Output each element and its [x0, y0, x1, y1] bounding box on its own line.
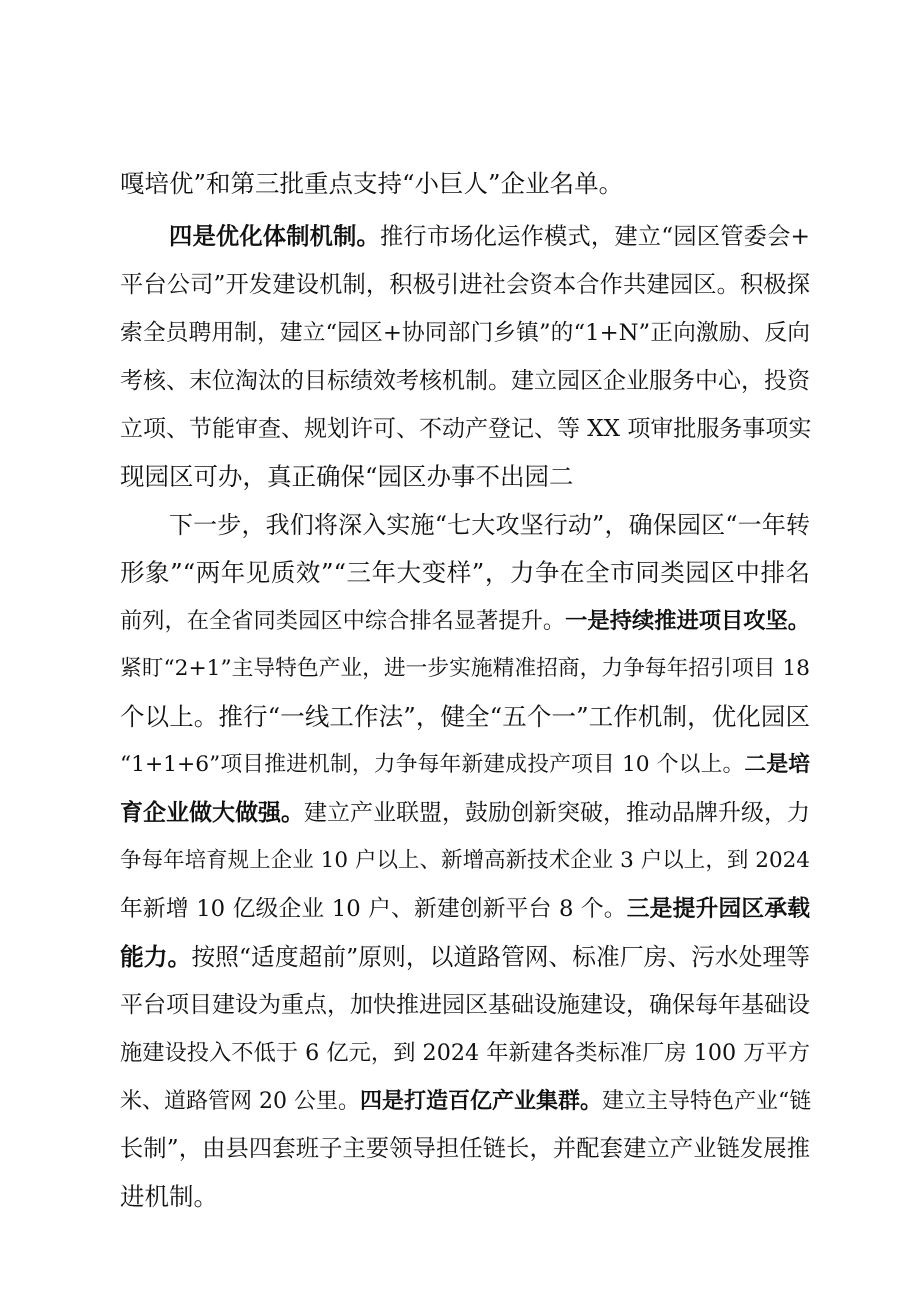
- text-line: [120, 934, 810, 980]
- text-segment: 形象”“两年见质效”“三年大变样”，力争在全市同类园区中排名: [120, 558, 810, 587]
- text-segment: 考核、末位淘汰的目标绩效考核机制。建立园区企业服务中心，投资: [120, 368, 810, 394]
- text-segment: 按照“适度超前”原则，以道路管网、标准厂房、污水处理等: [191, 943, 810, 971]
- text-line: [120, 1078, 810, 1124]
- text-segment: “1+1+6”项目推进机制，力争每年新建成投产项目 10 个以上。: [120, 752, 745, 777]
- text-line: [120, 406, 810, 452]
- bold-heading: 二是培: [744, 752, 810, 777]
- text-segment: 紧盯“2+1”主导特色产业，进一步实施精准招商，力争每年招引项目 18: [120, 656, 810, 681]
- bold-heading: 四是优化体制机制。: [169, 223, 380, 250]
- text-segment: 施建设投入不低于 6 亿元，到 2024 年新建各类标准厂房 100 万平方: [120, 1040, 810, 1066]
- text-segment: 进机制。: [120, 1182, 218, 1211]
- text-line: [120, 1030, 810, 1076]
- paragraph-heading-line: [169, 214, 810, 260]
- text-segment: 下一步，我们将深入实施“七大攻坚行动”，确保园区“一年转: [169, 511, 810, 539]
- text-line: [120, 550, 810, 596]
- text-segment: 平台公司”开发建设机制，积极引进社会资本合作共建园区。积极探: [120, 271, 810, 298]
- bold-heading: 一是持续推进项目攻坚。: [565, 608, 811, 634]
- text-line: [120, 886, 810, 932]
- text-segment: 前列，在全省同类园区中综合排名显著提升。: [120, 608, 566, 634]
- text-line: [120, 454, 810, 500]
- text-segment: 索全员聘用制，建立“园区+协同部门乡镇”的“1+N”正向激励、反向: [120, 320, 810, 346]
- bold-heading: 育企业做大做强。: [120, 799, 304, 826]
- text-segment: 推行市场化运作模式，建立“园区管委会+: [379, 223, 810, 250]
- text-segment: 米、道路管网 20 公里。: [120, 1089, 360, 1114]
- text-line: [120, 161, 810, 207]
- text-line: [120, 838, 810, 884]
- text-segment: 现园区可办，真正确保“园区办事不出园二: [120, 462, 574, 491]
- text-line: [120, 598, 810, 644]
- text-segment: 长制”，由县四套班子主要领导担任链长，并配套建立产业链发展推: [120, 1135, 810, 1162]
- text-line: [120, 790, 810, 836]
- text-segment: 建立产业联盟，鼓励创新突破，推动品牌升级，力: [304, 800, 810, 826]
- text-segment: 年新增 10 亿级企业 10 户、新建创新平台 8 个。: [120, 896, 627, 922]
- text-line: [120, 358, 810, 404]
- text-line: [120, 310, 810, 356]
- text-line: [120, 262, 810, 308]
- text-segment: 立项、节能审查、规划许可、不动产登记、等 XX 项审批服务事项实: [120, 416, 812, 442]
- text-segment: 建立主导特色产业“链: [602, 1089, 812, 1114]
- bold-heading: 三是提升园区承载: [626, 896, 810, 922]
- text-segment: 嘎培优”和第三批重点支持“小巨人”企业名单。: [120, 169, 624, 198]
- text-line: [120, 1126, 810, 1172]
- text-line: [120, 646, 810, 692]
- text-segment: 争每年培育规上企业 10 户以上、新增高新技术企业 3 户以上，到 2024: [120, 848, 810, 873]
- text-line: [120, 1174, 810, 1220]
- text-line: [120, 694, 810, 740]
- text-segment: 平台项目建设为重点，加快推进园区基础设施建设，确保每年基础设: [120, 992, 810, 1018]
- bold-heading: 四是打造百亿产业集群。: [359, 1088, 602, 1114]
- text-line: [120, 742, 810, 788]
- bold-heading: 能力。: [120, 943, 192, 971]
- text-segment: 个以上。推行“一线工作法”，健全“五个一”工作机制，优化园区: [120, 702, 810, 731]
- paragraph-start-line: [169, 502, 810, 548]
- text-line: [120, 982, 810, 1028]
